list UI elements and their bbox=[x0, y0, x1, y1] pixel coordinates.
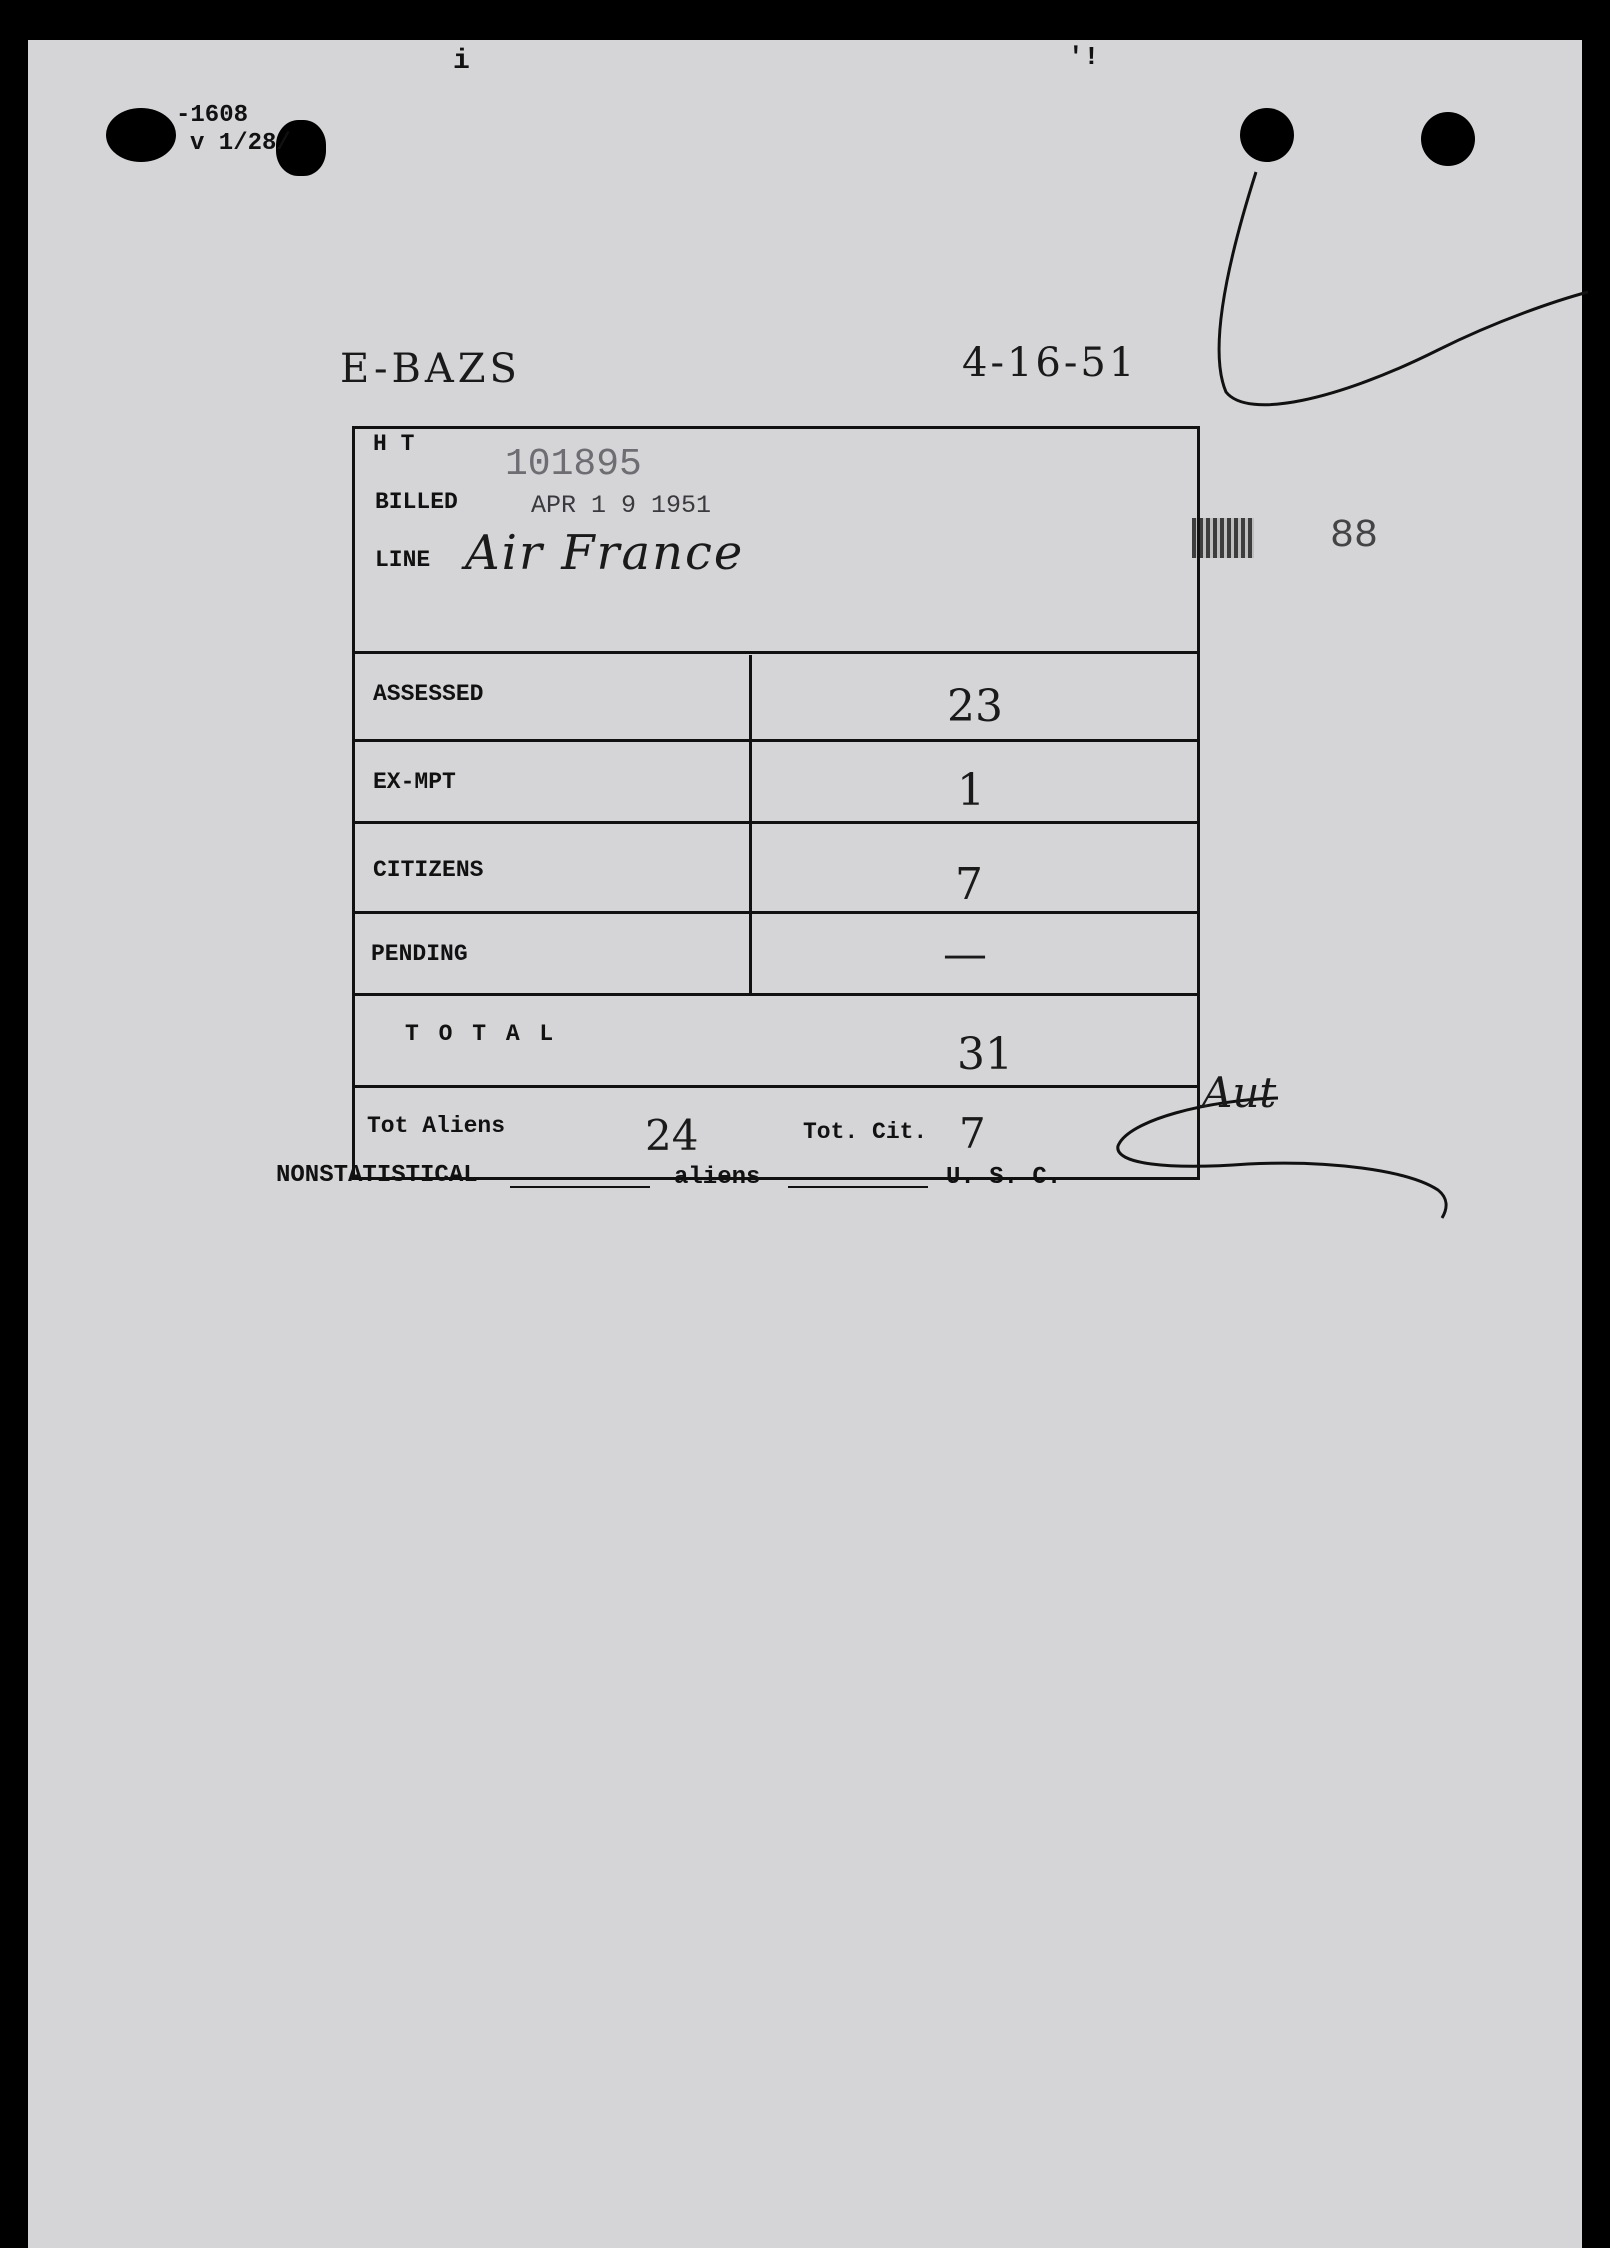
aliens-label: aliens bbox=[674, 1164, 761, 1191]
total-label: T O T A L bbox=[405, 1021, 557, 1047]
form-number: -1608 bbox=[176, 102, 249, 129]
nonstatistical-label: NONSTATISTICAL bbox=[276, 1162, 478, 1189]
assessment-form-box bbox=[352, 426, 1200, 1180]
assessed-value: 23 bbox=[947, 681, 1003, 732]
divider-header bbox=[355, 651, 1197, 654]
line-value: Air France bbox=[465, 525, 745, 581]
tot-cit-label: Tot. Cit. bbox=[803, 1119, 928, 1145]
billed-label: BILLED bbox=[375, 489, 458, 515]
line-label: LINE bbox=[375, 547, 431, 573]
ht-number: 101895 bbox=[505, 443, 642, 486]
divider-total bbox=[355, 1085, 1197, 1088]
ink-blot bbox=[106, 108, 176, 162]
exempt-value: 1 bbox=[957, 765, 985, 816]
citizens-value: 7 bbox=[955, 859, 983, 910]
aliens-blank-line bbox=[788, 1186, 928, 1188]
usc-label: U. S. C. bbox=[946, 1164, 1062, 1191]
exempt-label: EX-MPT bbox=[373, 769, 456, 795]
initials: Aut bbox=[1202, 1068, 1277, 1117]
divider-row-2 bbox=[355, 821, 1197, 824]
billed-date: APR 1 9 1951 bbox=[531, 491, 712, 520]
pending-label: PENDING bbox=[371, 941, 468, 967]
tot-aliens-value: 24 bbox=[645, 1111, 699, 1160]
tot-aliens-label: Tot Aliens bbox=[367, 1113, 506, 1139]
top-mark-right: '! bbox=[1068, 42, 1100, 72]
document-sheet bbox=[28, 40, 1582, 2248]
header-registration: E-BAZS bbox=[340, 346, 521, 392]
assessed-label: ASSESSED bbox=[373, 681, 484, 707]
form-revision: v 1/28/ bbox=[190, 130, 291, 157]
side-stamp-number: 88 bbox=[1330, 514, 1379, 559]
nonstat-blank-line bbox=[510, 1186, 650, 1188]
divider-row-1 bbox=[355, 739, 1197, 742]
punch-hole-left bbox=[1240, 108, 1294, 162]
ht-label: H T bbox=[373, 431, 415, 457]
header-date: 4-16-51 bbox=[962, 340, 1138, 386]
initials-swoosh bbox=[1108, 1080, 1468, 1220]
divider-row-4 bbox=[355, 993, 1197, 996]
side-stamp-mark bbox=[1192, 518, 1254, 558]
citizens-label: CITIZENS bbox=[373, 857, 484, 883]
column-divider bbox=[749, 655, 752, 995]
form-number-block bbox=[106, 102, 326, 182]
pending-value: — bbox=[943, 929, 987, 980]
total-value: 31 bbox=[957, 1029, 1013, 1080]
top-mark-left: i bbox=[453, 46, 470, 77]
pen-stroke bbox=[1178, 170, 1598, 450]
punch-hole-right bbox=[1421, 112, 1475, 166]
tot-cit-value: 7 bbox=[959, 1109, 986, 1158]
divider-row-3 bbox=[355, 911, 1197, 914]
